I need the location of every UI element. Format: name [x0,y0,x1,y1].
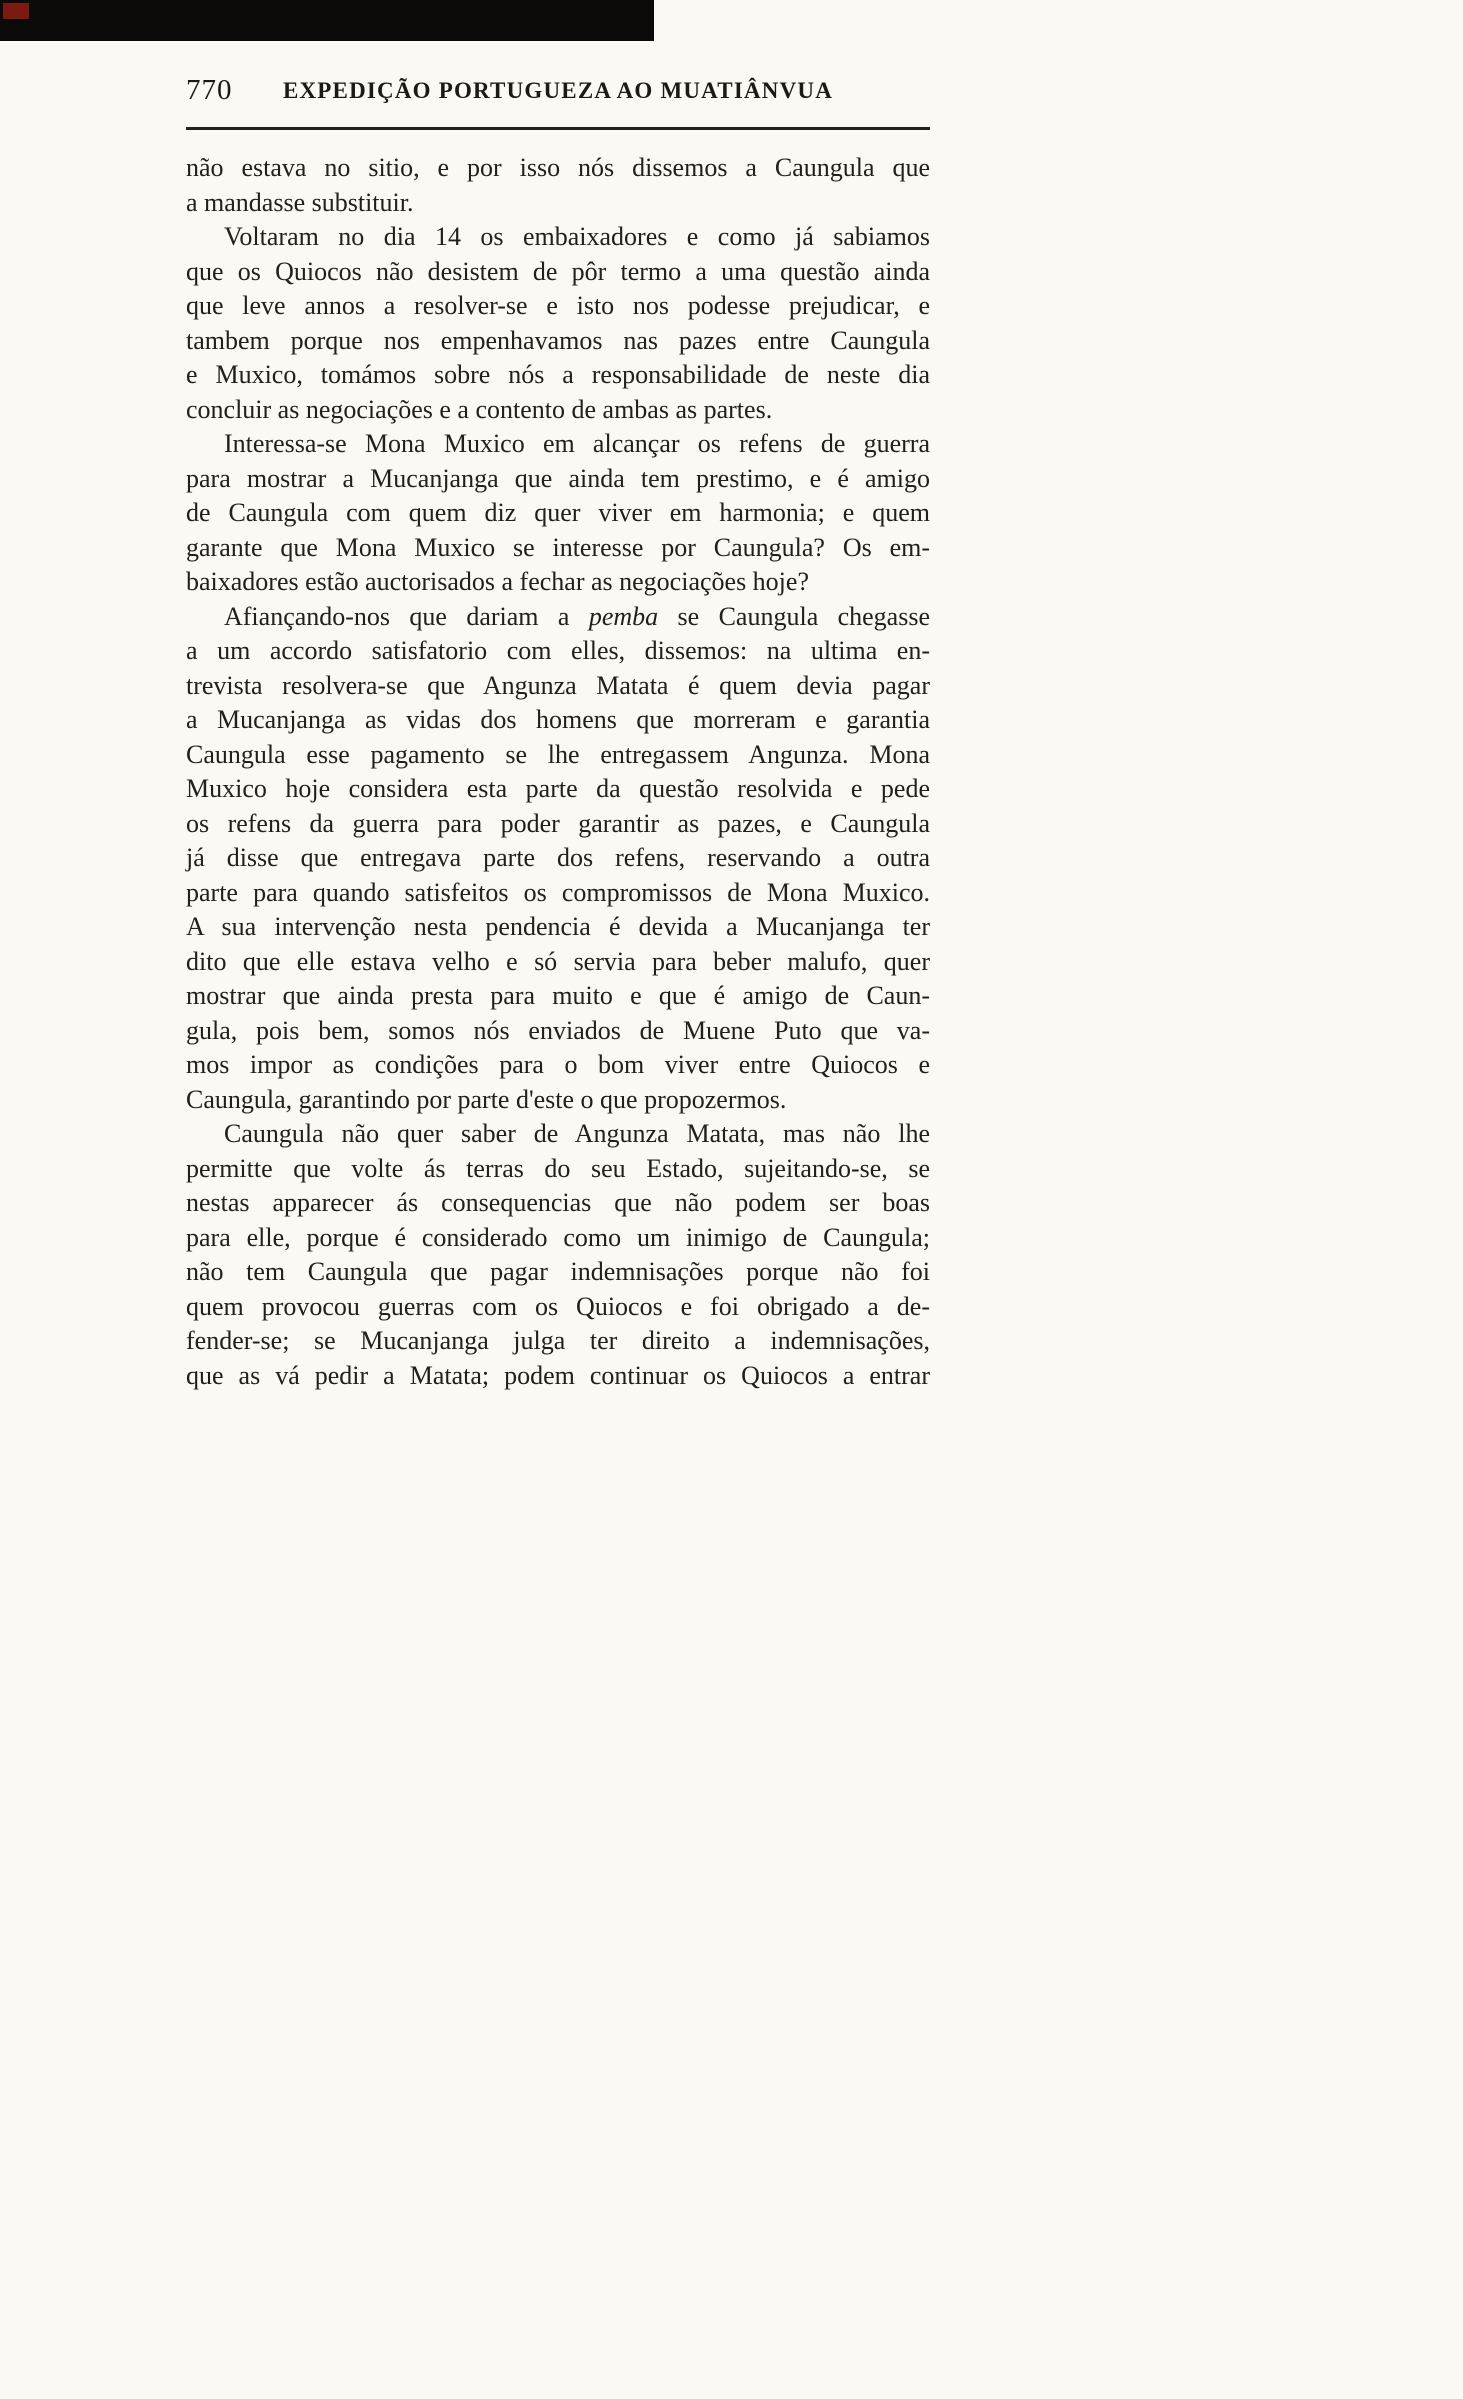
text-line: para elle, porque é considerado como um inimigo de Caungula; [186,1222,930,1252]
text-line: mostrar que ainda presta para muito e que é amigo de Caun- [186,981,930,1010]
text-line: e Muxico, tomámos sobre nós a responsabilidade de neste dia [186,360,930,389]
text-line: para mostrar a Mucanjanga que ainda tem prestimo, e é amigo [186,463,930,493]
text-line: Muxico hoje considera esta parte da questão resolvida e pede [186,774,930,803]
text-line: permitte que volte ás terras do seu Estado, sujeitando-se, se [186,1153,930,1183]
text-line: não tem Caungula que pagar indemnisações porque não foi [186,1257,930,1286]
text-line: tambem porque nos empenhavamos nas pazes entre Caungula [186,325,930,355]
text-line: garante que Mona Muxico se interesse por Caungula? Os em- [186,532,930,562]
text-line: a Mucanjanga as vidas dos homens que morreram e garantia [186,705,930,734]
text-line: nestas apparecer ás consequencias que não podem ser boas [186,1188,930,1217]
text-line: quem provocou guerras com os Quiocos e foi obrigado a de- [186,1291,930,1321]
paragraph [186,220,930,427]
text-line: Caungula esse pagamento se lhe entregassem Angunza. Mona [186,739,930,769]
scan-artifact-red-mark [3,3,29,19]
text-line: não estava no sitio, e por isso nós dissemos a Caungula que [186,153,930,182]
page-header [186,74,930,116]
scan-artifact-black-band [0,0,654,41]
text-line: fender-se; se Mucanjanga julga ter direito a indemnisações, [186,1326,930,1355]
running-title: EXPEDIÇÃO PORTUGUEZA AO MUATIÂNVUA [282,78,834,103]
text-line: Voltaram no dia 14 os embaixadores e como já sabiamos [224,222,930,251]
text-line: parte para quando satisfeitos os compromissos de Mona Muxico. [186,877,930,907]
text-line: que os Quiocos não desistem de pôr termo a uma questão ainda [186,256,930,286]
text-body [186,151,930,1393]
text-line: que as vá pedir a Matata; podem continuar os Quiocos a entrar [186,1360,930,1390]
paragraph [186,427,930,600]
text-line: A sua intervenção nesta pendencia é devida a Mucanjanga ter [186,912,930,941]
text-line: concluir as negociações e a contento de ambas as partes. [186,394,773,424]
text-line: que leve annos a resolver-se e isto nos podesse prejudicar, e [186,291,930,320]
text-line: os refens da guerra para poder garantir as pazes, e Caungula [186,808,930,838]
page-number: 770 [186,74,233,106]
text-line: a um accordo satisfatorio com elles, dissemos: na ultima en- [186,636,930,665]
text-line: já disse que entregava parte dos refens, reservando a outra [186,843,930,872]
text-line: Caungula não quer saber de Angunza Matata, mas não lhe [224,1119,930,1148]
text-line: Caungula, garantindo por parte d'este o que propozermos. [186,1084,787,1114]
text-line: baixadores estão auctorisados a fechar as negociações hoje? [186,567,809,596]
text-line: Interessa-se Mona Muxico em alcançar os refens de guerra [224,429,930,458]
text-line: trevista resolvera-se que Angunza Matata é quem devia pagar [186,670,930,700]
text-line: a mandasse substituir. [186,187,414,217]
text-line: dito que elle estava velho e só servia para beber malufo, quer [186,946,930,976]
paragraph [186,151,930,220]
paragraph [186,600,930,1118]
text-line: Afiançando-nos que dariam a pemba se Caungula chegasse [224,601,931,631]
text-line: mos impor as condições para o bom viver entre Quiocos e [186,1050,930,1079]
text-line: gula, pois bem, somos nós enviados de Muene Puto que va- [186,1015,930,1045]
text-line: de Caungula com quem diz quer viver em harmonia; e quem [186,498,930,527]
header-rule [186,127,930,130]
paragraph [186,1117,930,1393]
